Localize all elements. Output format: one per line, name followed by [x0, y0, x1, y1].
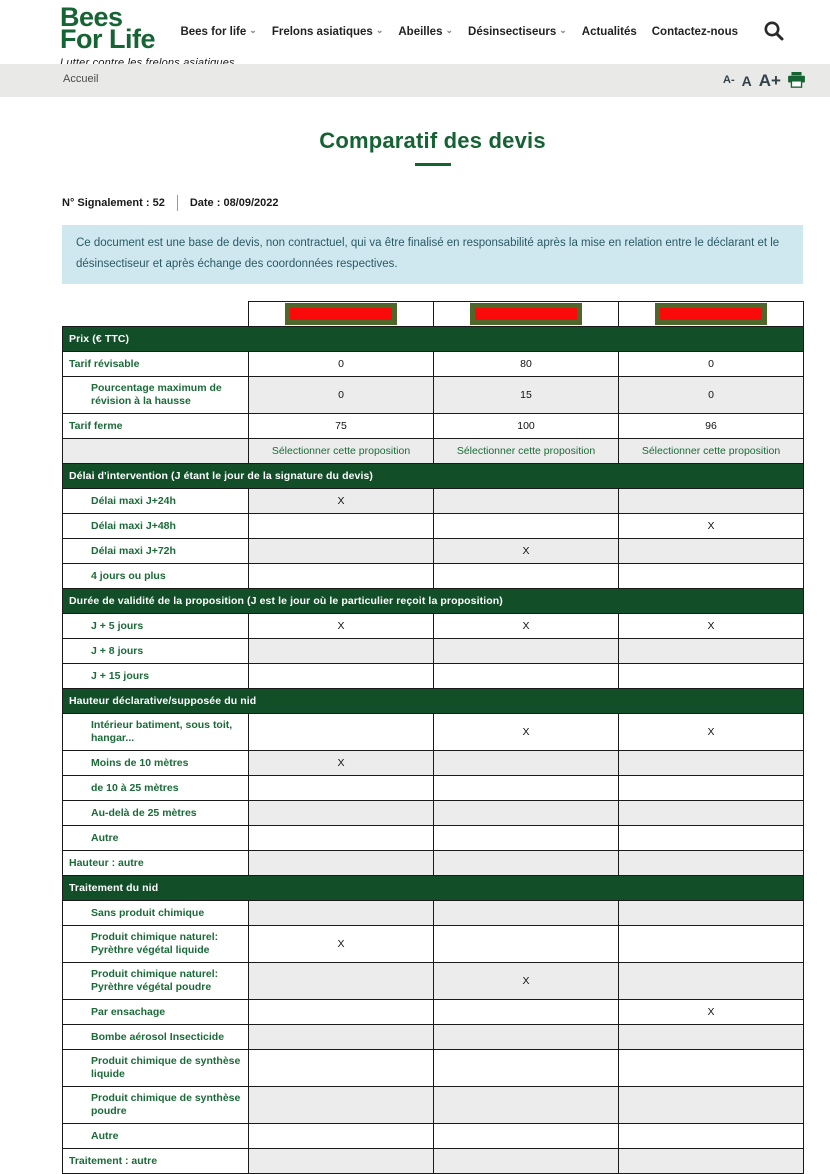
- provider-cell: [619, 302, 804, 327]
- value-cell: [249, 901, 434, 926]
- value-cell: [619, 664, 804, 689]
- value-cell: [249, 776, 434, 801]
- redacted-provider-name-bar: [655, 303, 767, 325]
- row-label: J + 5 jours: [63, 614, 249, 639]
- table-row: [63, 377, 804, 414]
- value-cell: [249, 1050, 434, 1087]
- table-row: [63, 1050, 804, 1087]
- value-cell: X: [619, 514, 804, 539]
- nav-item-label: Contactez-nous: [651, 26, 738, 38]
- value-cell: 0: [249, 377, 434, 414]
- value-cell: X: [434, 963, 619, 1000]
- value-cell: [434, 801, 619, 826]
- table-row: [63, 901, 804, 926]
- site-header: [0, 0, 830, 64]
- value-cell: X: [249, 926, 434, 963]
- section-header-row: [63, 689, 804, 714]
- value-cell: [434, 826, 619, 851]
- value-cell: X: [434, 614, 619, 639]
- row-label: Par ensachage: [63, 1000, 249, 1025]
- table-row: [63, 539, 804, 564]
- table-row: [63, 1000, 804, 1025]
- comparison-table: [62, 301, 804, 1174]
- nav-item-contactez-nous[interactable]: [652, 26, 738, 38]
- row-label: Produit chimique de synthèse liquide: [63, 1050, 249, 1087]
- value-cell: 100: [434, 414, 619, 439]
- section-header-row: [63, 589, 804, 614]
- value-cell: [434, 489, 619, 514]
- comparison-table-body: [63, 302, 804, 1174]
- value-cell: [434, 1025, 619, 1050]
- value-cell: [619, 1087, 804, 1124]
- select-proposal-link[interactable]: Sélectionner cette proposition: [271, 445, 411, 457]
- value-cell: [434, 664, 619, 689]
- value-cell: [434, 1149, 619, 1174]
- value-cell: X: [249, 614, 434, 639]
- table-row: [63, 1149, 804, 1174]
- text-size-toolbar: [723, 64, 805, 97]
- value-cell: X: [619, 614, 804, 639]
- section-header-label: Traitement du nid: [63, 876, 804, 901]
- comparison-table-wrap: [62, 301, 803, 1174]
- table-row: [63, 414, 804, 439]
- value-cell: [619, 851, 804, 876]
- row-label: Produit chimique de synthèse poudre: [63, 1087, 249, 1124]
- value-cell: [249, 664, 434, 689]
- section-header-label: Délai d'intervention (J étant le jour de la signature du devis): [63, 464, 804, 489]
- section-header-row: [63, 327, 804, 352]
- value-cell: [619, 539, 804, 564]
- nav-item-bees-for-life[interactable]: [180, 26, 256, 38]
- value-cell: [249, 1025, 434, 1050]
- value-cell: [249, 539, 434, 564]
- row-label: [63, 439, 249, 464]
- value-cell: [619, 1025, 804, 1050]
- value-cell: [434, 851, 619, 876]
- select-proposal-cell: [249, 439, 434, 464]
- main-content: [62, 128, 803, 1174]
- value-cell: [434, 751, 619, 776]
- value-cell: 15: [434, 377, 619, 414]
- row-label: Délai maxi J+72h: [63, 539, 249, 564]
- value-cell: [619, 776, 804, 801]
- value-cell: X: [249, 489, 434, 514]
- row-label: de 10 à 25 mètres: [63, 776, 249, 801]
- search-icon[interactable]: [762, 20, 786, 44]
- value-cell: [619, 489, 804, 514]
- nav-item-label: Frelons asiatiques: [271, 26, 373, 38]
- row-label: Pourcentage maximum de révision à la hausse: [63, 377, 249, 414]
- provider-header-row: [63, 302, 804, 327]
- print-icon[interactable]: [788, 72, 805, 91]
- provider-cell: [434, 302, 619, 327]
- row-label: Sans produit chimique: [63, 901, 249, 926]
- title-underline: [415, 163, 451, 166]
- meta-separator: [177, 195, 178, 211]
- chevron-down-icon: ⌄: [249, 25, 257, 35]
- table-row: [63, 352, 804, 377]
- row-label: Autre: [63, 826, 249, 851]
- table-row: [63, 564, 804, 589]
- value-cell: [249, 514, 434, 539]
- row-label: Moins de 10 mètres: [63, 751, 249, 776]
- value-cell: [619, 963, 804, 1000]
- chevron-down-icon: ⌄: [375, 25, 384, 35]
- brand-logo-line1: Bees: [60, 2, 123, 32]
- row-label: Bombe aérosol Insecticide: [63, 1025, 249, 1050]
- value-cell: [619, 926, 804, 963]
- value-cell: [249, 714, 434, 751]
- value-cell: [249, 826, 434, 851]
- table-row: [63, 639, 804, 664]
- row-label: 4 jours ou plus: [63, 564, 249, 589]
- row-label: Tarif révisable: [63, 352, 249, 377]
- value-cell: X: [249, 751, 434, 776]
- value-cell: [619, 1149, 804, 1174]
- value-cell: [434, 1050, 619, 1087]
- provider-cell: [249, 302, 434, 327]
- section-header-label: Prix (€ TTC): [63, 327, 804, 352]
- value-cell: [619, 564, 804, 589]
- redacted-provider-name-bar: [285, 303, 397, 325]
- value-cell: [619, 639, 804, 664]
- value-cell: [434, 926, 619, 963]
- nav-item-abeilles[interactable]: [398, 26, 453, 38]
- nav-item-label: Actualités: [581, 26, 637, 38]
- value-cell: 80: [434, 352, 619, 377]
- chevron-down-icon: ⌄: [559, 25, 567, 35]
- table-row: [63, 926, 804, 963]
- section-header-row: [63, 876, 804, 901]
- table-row: [63, 751, 804, 776]
- value-cell: X: [619, 714, 804, 751]
- value-cell: [619, 901, 804, 926]
- value-cell: [434, 514, 619, 539]
- font-decrease-button[interactable]: A-: [723, 74, 735, 86]
- row-label: Intérieur batiment, sous toit, hangar...: [63, 714, 249, 751]
- value-cell: [619, 1050, 804, 1087]
- row-label: Autre: [63, 1124, 249, 1149]
- row-label: Délai maxi J+24h: [63, 489, 249, 514]
- value-cell: 0: [619, 352, 804, 377]
- value-cell: X: [434, 539, 619, 564]
- value-cell: [434, 901, 619, 926]
- value-cell: [434, 1124, 619, 1149]
- nav-item-label: Désinsectiseurs: [468, 26, 557, 38]
- nav-item-desinsectiseurs[interactable]: [468, 26, 567, 38]
- value-cell: [434, 1000, 619, 1025]
- row-label: Produit chimique naturel: Pyrèthre végétal poudre: [63, 963, 249, 1000]
- select-proposal-link[interactable]: Sélectionner cette proposition: [641, 445, 781, 457]
- row-label: Délai maxi J+48h: [63, 514, 249, 539]
- value-cell: [249, 963, 434, 1000]
- breadcrumb-bar: [0, 64, 830, 97]
- table-row: [63, 489, 804, 514]
- main-nav: [180, 0, 738, 64]
- value-cell: [619, 1124, 804, 1149]
- section-header-label: Durée de validité de la proposition (J est le jour où le particulier reçoit la proposition): [63, 589, 804, 614]
- value-cell: [434, 1087, 619, 1124]
- report-date: Date : 08/09/2022: [189, 197, 279, 209]
- value-cell: 0: [249, 352, 434, 377]
- table-row: [63, 514, 804, 539]
- row-label: J + 8 jours: [63, 639, 249, 664]
- value-cell: [249, 851, 434, 876]
- value-cell: [249, 1149, 434, 1174]
- table-row: [63, 801, 804, 826]
- value-cell: [249, 1124, 434, 1149]
- row-label: Traitement : autre: [63, 1149, 249, 1174]
- value-cell: [249, 801, 434, 826]
- redacted-provider-name-bar: [470, 303, 582, 325]
- table-row: [63, 826, 804, 851]
- value-cell: [434, 564, 619, 589]
- value-cell: [434, 639, 619, 664]
- table-row: [63, 714, 804, 751]
- section-header-label: Hauteur déclarative/supposée du nid: [63, 689, 804, 714]
- value-cell: [619, 826, 804, 851]
- empty-corner-cell: [63, 302, 249, 327]
- value-cell: [249, 1000, 434, 1025]
- table-row: [63, 614, 804, 639]
- value-cell: 0: [619, 377, 804, 414]
- page-title: Comparatif des devis: [319, 128, 546, 153]
- row-label: J + 15 jours: [63, 664, 249, 689]
- table-row: [63, 1087, 804, 1124]
- value-cell: 75: [249, 414, 434, 439]
- table-row: [63, 851, 804, 876]
- value-cell: [434, 776, 619, 801]
- report-meta: [62, 195, 803, 211]
- nav-item-frelons-asiatiques[interactable]: [272, 26, 384, 38]
- nav-item-actualites[interactable]: [582, 26, 637, 38]
- value-cell: [249, 639, 434, 664]
- value-cell: 96: [619, 414, 804, 439]
- select-proposal-link[interactable]: Sélectionner cette proposition: [456, 445, 596, 457]
- font-increase-button[interactable]: A+: [758, 71, 781, 90]
- chevron-down-icon: ⌄: [445, 25, 454, 35]
- row-label: Tarif ferme: [63, 414, 249, 439]
- table-row: [63, 1124, 804, 1149]
- disclaimer-notice: Ce document est une base de devis, non contractuel, qui va être finalisé en responsabilité après la mise en relation entre le déclarant et le désinsectiseur et après échange des coordonnées respectives.: [62, 225, 803, 284]
- table-row: [63, 664, 804, 689]
- row-label: Au-delà de 25 mètres: [63, 801, 249, 826]
- select-proposal-row: [63, 439, 804, 464]
- table-row: [63, 963, 804, 1000]
- row-label: Produit chimique naturel: Pyrèthre végétal liquide: [63, 926, 249, 963]
- value-cell: [619, 801, 804, 826]
- nav-item-label: Abeilles: [398, 26, 443, 38]
- select-proposal-cell: [434, 439, 619, 464]
- select-proposal-cell: [619, 439, 804, 464]
- value-cell: X: [434, 714, 619, 751]
- value-cell: [619, 751, 804, 776]
- row-label: Hauteur : autre: [63, 851, 249, 876]
- font-reset-button[interactable]: A: [741, 72, 752, 89]
- report-number: N° Signalement : 52: [62, 197, 165, 209]
- breadcrumb[interactable]: Accueil: [63, 73, 99, 85]
- value-cell: X: [619, 1000, 804, 1025]
- table-row: [63, 776, 804, 801]
- value-cell: [249, 564, 434, 589]
- brand-logo-line2: For Life: [60, 24, 155, 55]
- section-header-row: [63, 464, 804, 489]
- table-row: [63, 1025, 804, 1050]
- nav-item-label: Bees for life: [180, 26, 247, 38]
- value-cell: [249, 1087, 434, 1124]
